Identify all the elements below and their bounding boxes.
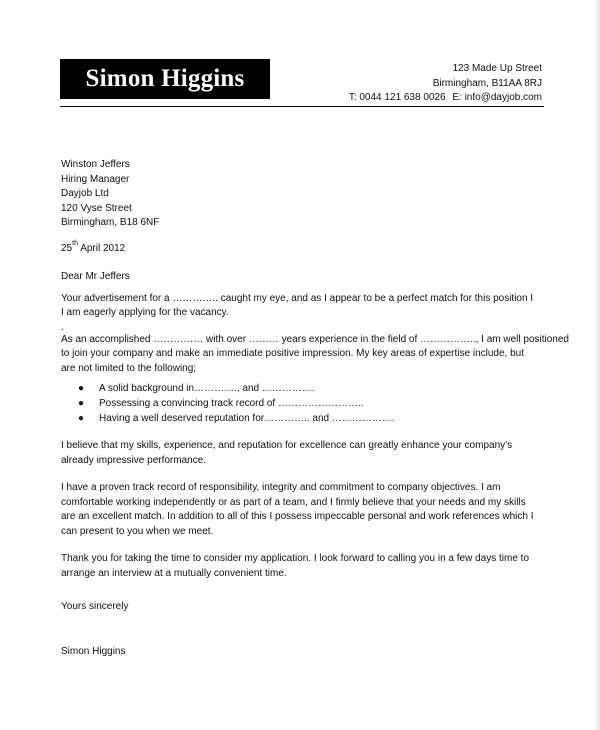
list-item [61, 411, 539, 426]
paragraph-thanks-line: arrange an interview at a mutually convenient time. [61, 567, 287, 579]
paragraph-track-record-line: are an excellent match. In addition to all of this I possess impeccable personal and work references which I [61, 511, 534, 522]
recipient-company: Dayjob Ltd [61, 188, 109, 199]
sender-name-banner: Simon Higgins [60, 59, 270, 99]
letter-date [61, 242, 539, 257]
date-day: 25 [61, 242, 73, 254]
paragraph-experience-line: are not limited to the following; [61, 362, 197, 374]
bullet-icon: ● [78, 383, 85, 394]
letter-body [61, 158, 569, 659]
paragraph-experience [61, 333, 569, 377]
signature-name: Simon Higgins [61, 645, 126, 657]
paragraph-track-record [61, 481, 539, 539]
paragraph-skills-line: I believe that my skills, experience, and reputation for excellence can greatly enhance your company’s [61, 440, 513, 451]
header-divider [60, 106, 544, 107]
paragraph-track-record-line: can present to you when we meet. [61, 525, 214, 537]
paragraph-intro-line: . [61, 321, 64, 333]
list-item [61, 381, 539, 396]
recipient-street: 120 Vyse Street [61, 202, 132, 214]
list-item-text: A solid background in…………., and ……………. [99, 383, 315, 394]
salutation: Dear Mr Jeffers [61, 271, 130, 282]
list-item-text: Possessing a convincing track record of …………………….. [99, 398, 364, 409]
page-edge-shadow [594, 0, 600, 730]
sender-contact [345, 91, 542, 106]
recipient-city: Birmingham, B18 6NF [61, 217, 160, 228]
bullet-icon: ● [78, 413, 85, 424]
paragraph-intro-line: Your advertisement for a ………….. caught my eye, and as I appear to be a perfect match for this position I [61, 292, 534, 304]
paragraph-track-record-line: comfortable working independently or as part of a team, and I firmly believe that your needs and my skills [61, 496, 526, 508]
sender-address-block [345, 62, 542, 106]
paragraph-skills-line: already impressive performance. [61, 454, 207, 466]
sender-city: Birmingham, B11AA 8RJ [432, 77, 542, 89]
list-item-text: Having a well deserved reputation for………….. and ………………. [99, 413, 395, 424]
closing: Yours sincerely [61, 601, 129, 612]
list-item [61, 396, 539, 411]
paragraph-experience-line: As an accomplished …………… with over ……… years experience in the field of …………….., I am well positioned [61, 333, 569, 345]
paragraph-track-record-line: I have a proven track record of responsibility, integrity and commitment to company objectives. I am [61, 482, 501, 493]
expertise-list [61, 381, 539, 426]
paragraph-intro-line: I am eagerly applying for the vacancy. [61, 307, 229, 318]
recipient-block [61, 158, 539, 231]
paragraph-thanks [61, 552, 539, 581]
bullet-icon: ● [78, 398, 85, 409]
sender-street: 123 Made Up Street [452, 63, 542, 74]
sender-email: E: info@dayjob.com [452, 92, 542, 103]
sender-phone: T: 0044 121 638 0026 [348, 92, 446, 103]
recipient-name: Winston Jeffers [61, 159, 130, 170]
paragraph-experience-line: to join your company and make an immediate positive impression. My key areas of expertise include, but [61, 348, 525, 359]
recipient-title: Hiring Manager [61, 173, 130, 185]
paragraph-skills [61, 439, 539, 468]
date-suffix: th [72, 240, 78, 248]
date-month-year: April 2012 [77, 242, 126, 254]
paragraph-intro [61, 292, 539, 333]
paragraph-thanks-line: Thank you for taking the time to consider my application. I look forward to calling you in a few days time to [61, 553, 530, 564]
